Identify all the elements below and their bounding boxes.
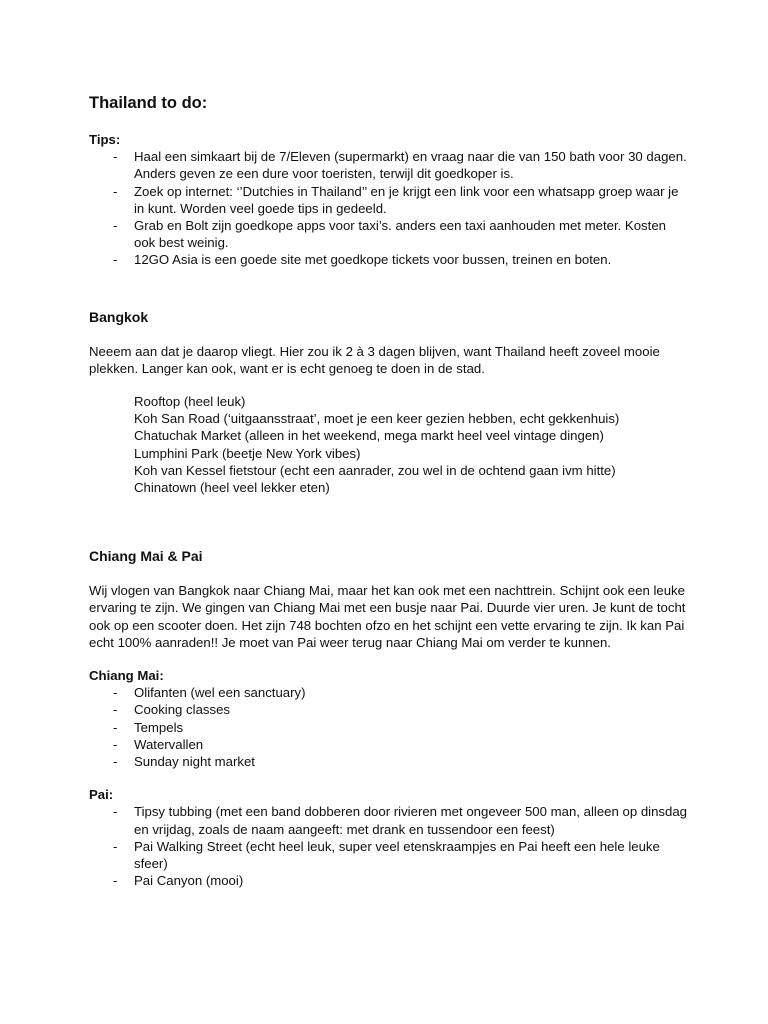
list-item: - Tempels [89, 719, 689, 736]
list-item: - Olifanten (wel een sanctuary) [89, 684, 689, 701]
chiang-mai-pai-intro: Wij vlogen van Bangkok naar Chiang Mai, maar het kan ook met een nachttrein. Schijnt ook een leuke ervaring te zijn. We gingen van Chiang Mai met een busje naar Pai. Duurde vier uren. Je kunt de tocht ook op een scooter doen. Het zijn 748 bochten ofzo en het schijnt een vette ervaring te zijn. Ik kan Pai echt 100% aanraden!! Je moet van Pai weer terug naar Chiang Mai om verder te kunnen. [89, 583, 686, 650]
tips-label: Tips: [89, 132, 121, 147]
list-item: - Grab en Bolt zijn goedkope apps voor taxi’s. anders een taxi aanhouden met meter. Kosten ook best weinig. [89, 217, 689, 251]
bangkok-intro: Neeem aan dat je daarop vliegt. Hier zou ik 2 à 3 dagen blijven, want Thailand heeft zoveel mooie plekken. Langer kan ook, want er is echt genoeg te doen in de stad. [89, 343, 660, 376]
list-item: - Cooking classes [89, 701, 689, 718]
list-item: - Haal een simkaart bij de 7/Eleven (supermarkt) en vraag naar die van 150 bath voor 30 dagen. Anders geven ze een dure voor toeristen, terwijl dit goedkoper is. [89, 148, 689, 182]
page-title: Thailand to do: [89, 94, 208, 112]
bangkok-list [89, 393, 689, 496]
chiang-mai-list [89, 684, 689, 770]
tips-section [89, 131, 689, 269]
list-item: - Tipsy tubbing (met een band dobberen door rivieren met ongeveer 500 man, alleen op dinsdag en vrijdag, zoals de naam aangeeft: met drank en tussendoor een feest) [89, 803, 689, 837]
list-item: - Pai Canyon (mooi) [89, 872, 689, 889]
list-item: Chinatown (heel veel lekker eten) [134, 480, 330, 496]
list-item: Koh van Kessel fietstour (echt een aanrader, zou wel in de ochtend gaan ivm hitte) [134, 462, 616, 478]
bangkok-section [89, 307, 689, 497]
bangkok-heading: Bangkok [89, 308, 149, 325]
list-item: Chatuchak Market (alleen in het weekend, mega markt heel veel vintage dingen) [134, 428, 604, 444]
list-item: - Zoek op internet: ‘’Dutchies in Thailand’’ en je krijgt een link voor een whatsapp groep waar je in kunt. Worden veel goede tips in gedeeld. [89, 183, 689, 217]
list-item: - Pai Walking Street (echt heel leuk, super veel etenskraampjes en Pai heeft een hele leuke sfeer) [89, 838, 689, 872]
list-item: Lumphini Park (beetje New York vibes) [134, 445, 361, 461]
list-item: - Sunday night market [89, 753, 689, 770]
pai-list [89, 803, 689, 889]
list-item: Koh San Road (‘uitgaansstraat’, moet je een keer gezien hebben, echt gekkenhuis) [134, 411, 620, 427]
document-page [89, 92, 689, 890]
list-item: Rooftop (heel leuk) [134, 394, 246, 410]
list-item: - Watervallen [89, 736, 689, 753]
tips-list [89, 148, 689, 268]
list-item: - 12GO Asia is een goede site met goedkope tickets voor bussen, treinen en boten. [89, 251, 689, 268]
chiang-mai-pai-section [89, 546, 689, 889]
pai-label: Pai: [89, 787, 114, 803]
chiang-mai-pai-heading: Chiang Mai & Pai [89, 548, 203, 565]
chiang-mai-label: Chiang Mai: [89, 668, 164, 684]
